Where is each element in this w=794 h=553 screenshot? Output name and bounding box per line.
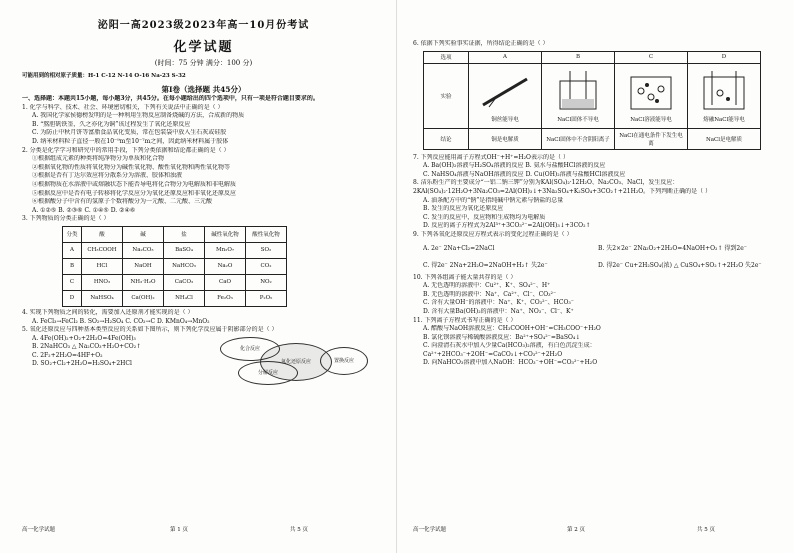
question-4 <box>22 309 385 326</box>
experiment-b <box>542 63 615 128</box>
table-cell: CO₂ <box>246 258 287 274</box>
q9-option-d: D. 得2e⁻ Cu+2H₂SO₄(浓) △ CuSO₄+SO₂↑+2H₂O 失2e⁻ <box>598 261 762 269</box>
table-header-cell: C <box>615 51 688 63</box>
q5-body <box>22 334 385 377</box>
q8-equation: 2KAl(SO₄)₂·12H₂O+3Na₂CO₃=2Al(OH)₃↓+3Na₂SO₄+K₂SO₄+3CO₂↑+21H₂O。下列判断正确的是（ ） <box>413 187 712 195</box>
table-row <box>63 258 287 274</box>
table-cell: C <box>63 274 82 290</box>
caption-b: NaCl固体不导电 <box>557 116 599 123</box>
table-cell: NO₂ <box>246 274 287 290</box>
conclusion-a: 铜是电解质 <box>469 128 542 149</box>
footer-page: 第 1 页 <box>170 527 188 533</box>
table-cell: NH₄Cl <box>164 290 205 306</box>
table-cell: A <box>63 242 82 258</box>
table-cell: D <box>63 290 82 306</box>
footer-page: 第 2 页 <box>567 527 585 533</box>
table-cell: Na₂O <box>205 258 246 274</box>
q3-stem: 3. 下列物质的分类正确的是（ ） <box>22 215 110 223</box>
question-5 <box>22 326 385 377</box>
table-cell: B <box>63 258 82 274</box>
table-header-cell: D <box>688 51 761 63</box>
table-header-cell: A <box>469 51 542 63</box>
q7-stem: 7. 下列反应能用离子方程式OH⁻+H⁺=H₂O表示的是（ ） <box>413 153 569 161</box>
beaker-solid-image <box>548 69 608 113</box>
table-header-row <box>63 226 287 242</box>
q2-item-5: ⑤根据反应中是否有电子转移将化学反应分为氧化还原反应和非氧化还原反应 <box>32 189 237 197</box>
q9-stem: 9. 下列各氧化还原反应方程式表示的变化过程正确的是（ ） <box>413 230 573 238</box>
table-cell: 结论 <box>424 128 469 149</box>
table-cell: NaOH <box>123 258 164 274</box>
conclusion-c: NaCl在通电条件下发生电离 <box>615 128 688 149</box>
subject-title: 化学试题 <box>173 40 234 55</box>
q11-option-b: B. 氯化钡溶液与稀硫酸溶液反应：Ba²⁺+SO₄²⁻=BaSO₄↓ <box>423 333 581 341</box>
q5-option-a: A. 4Fe(OH)₂+O₂+2H₂O=4Fe(OH)₃ <box>32 334 136 342</box>
q11-stem: 11. 下列离子方程式书写正确的是（ ） <box>413 316 517 324</box>
q11-option-c: C. 向澄清石灰水中加入少量Ca(HCO₃)₂溶液，有白色沉淀生成： <box>423 342 596 350</box>
q10-option-b: B. 无色透明的溶液中：Na⁺、Ca²⁺、Cl⁻、CO₃²⁻ <box>423 290 557 298</box>
q6-table <box>423 51 761 150</box>
footer-total: 共 5 页 <box>290 527 308 533</box>
caption-c: NaCl溶液能导电 <box>630 116 672 123</box>
copper-wire-image <box>475 69 535 113</box>
footer-name: 高一化学试题 <box>413 527 447 533</box>
table-header-cell: 分类 <box>63 226 82 242</box>
q8-option-b: B. 发生的反应为氧化还原反应 <box>423 205 504 213</box>
q2-item-1: ①根据组成元素的种类将纯净物分为单质和化合物 <box>32 155 165 163</box>
venn-combination: 化合反应 <box>220 337 280 361</box>
q5-option-d: D. SO₂+Cl₂+2H₂O=H₂SO₄+2HCl <box>32 360 132 368</box>
q11-option-a: A. 醋酸与NaOH溶液反应：CH₃COOH+OH⁻=CH₃COO⁻+H₂O <box>423 325 601 333</box>
table-cell: P₂O₅ <box>246 290 287 306</box>
exam-meta: (时间：75 分钟 满分：100 分) <box>154 59 253 67</box>
q1-stem: 1. 化学与科学、技术、社会、环境密切相关，下列有关说法中正确的是（ ） <box>22 103 224 111</box>
question-9 <box>413 231 780 274</box>
section-title: 第Ⅰ卷（选择题 共45分） <box>161 85 246 94</box>
table-cell: CaO <box>205 274 246 290</box>
q1-option-c: C. 为防止中秋月饼等富脂食品氧化变质，常在包装袋中放入生石灰或硅胶 <box>32 129 227 137</box>
table-cell: CH₃COOH <box>82 242 123 258</box>
venn-displacement: 置换反应 <box>320 347 368 375</box>
q2-item-6: ⑥根据酸分子中含有的氢原子个数将酸分为一元酸、二元酸、三元酸 <box>32 198 213 206</box>
venn-diagram <box>220 337 370 387</box>
table-cell: Na₂CO₃ <box>123 242 164 258</box>
beaker-solution-image <box>621 69 681 113</box>
q9-option-c: C. 得2e⁻ 2Na+2H₂O=2NaOH+H₂↑ 失2e⁻ <box>423 261 548 269</box>
table-cell: SO₂ <box>246 242 287 258</box>
conclusion-b: NaCl固体中不含阴阳离子 <box>542 128 615 149</box>
table-cell: HCl <box>82 258 123 274</box>
footer-name: 高一化学试题 <box>22 527 56 533</box>
conclusion-d: NaCl是电解质 <box>688 128 761 149</box>
table-header-row <box>424 51 761 63</box>
q8-stem: 8. 洁乐粉生产的主要成分“一铝二钠三钾”分别为KAl(SO₄)₂·12H₂O、Na₂CO₃、NaCl，发生反应： <box>413 179 679 187</box>
q2-item-2: ②根据氧化物的性质将氧化物分为碱性氧化物、酸性氧化物和两性氧化物等 <box>32 163 231 171</box>
experiment-c <box>615 63 688 128</box>
q4-options: A. FeCl₃→FeCl₂ B. SO₂→H₂SO₄ C. CO₂→C D. KMnO₄→MnO₂ <box>32 317 210 325</box>
table-cell: HNO₃ <box>82 274 123 290</box>
q5-option-c: C. 2F₂+2H₂O=4HF+O₂ <box>32 351 103 359</box>
question-7 <box>413 154 780 180</box>
table-cell: CaCO₃ <box>164 274 205 290</box>
q10-stem: 10. 下列各组离子能大量共存的是（ ） <box>413 273 517 281</box>
q10-option-a: A. 无色透明的溶液中：Cu²⁺、K⁺、SO₄²⁻、H⁺ <box>423 282 551 290</box>
q8-option-d: D. 反应的离子方程式为2Al³⁺+3CO₃²⁻=2Al(OH)₃↓+3CO₂↑ <box>423 222 591 230</box>
table-header-cell: 酸 <box>82 226 123 242</box>
table-header-cell: 盐 <box>164 226 205 242</box>
venn-decomposition: 分解反应 <box>238 361 298 385</box>
table-header-cell: 碱 <box>123 226 164 242</box>
question-1 <box>22 104 385 147</box>
q2-item-3: ③根据是否有丁达尔效应将分散系分为溶液、胶体和浊液 <box>32 172 183 180</box>
table-row <box>63 290 287 306</box>
q1-option-a: A. 我国化学家侯德榜发明的是一种利用生物反应制备烧碱的方法，合成新的物质 <box>32 112 245 120</box>
beaker-molten-image <box>694 69 754 113</box>
q7-options-cd: C. NaHSO₄溶液与NaOH溶液的反应 D. Cu(OH)₂溶液与盐酸HCl溶液反应 <box>423 170 626 178</box>
q2-stem: 2. 分类是化学学习和研究中的常用手段，下列分类依据和结论都正确的是（ ） <box>22 146 230 154</box>
table-header-cell: B <box>542 51 615 63</box>
question-8 <box>413 179 780 231</box>
q8-option-c: C. 发生的反应中，反应物和生成物均为电解质 <box>423 213 546 221</box>
q5-stem: 5. 氧化还原反应与四种基本类型反应的关系如下图所示，则下列化学反应属于阴影部分的是（ ） <box>22 326 278 334</box>
table-cell: Mn₂O₇ <box>205 242 246 258</box>
q7-options-ab: A. Ba(OH)₂溶液与H₂SO₄溶液的反应 B. 氨水与盐酸HCl溶液的反应 <box>423 162 606 170</box>
q9-options <box>413 240 780 274</box>
question-2 <box>22 147 385 216</box>
table-cell: NH₃·H₂O <box>123 274 164 290</box>
table-cell: NaHSO₄ <box>82 290 123 306</box>
q6-stem: 6. 依据下列实验事实证据，所得结论正确的是（ ） <box>413 40 549 47</box>
q5-option-b: B. 2NaHCO₃ △ Na₂CO₃+H₂O+CO₂↑ <box>32 343 142 351</box>
question-10 <box>413 274 780 317</box>
experiment-a <box>469 63 542 128</box>
question-11 <box>413 317 780 369</box>
experiment-d <box>688 63 761 128</box>
page-2 <box>397 0 794 553</box>
q1-option-b: B. “熬胆矾铁釜，久之亦化为铜”该过程发生了氧化还原反应 <box>32 120 191 128</box>
table-header-cell: 碱性氧化物 <box>205 226 246 242</box>
table-cell: NaHCO₃ <box>164 258 205 274</box>
table-row <box>424 128 761 149</box>
q2-options: A. ①②⑤ B. ②③⑥ C. ①④⑤ D. ②④⑥ <box>32 206 136 214</box>
q11-option-d: D. 向NaHCO₃溶液中加入NaOH：HCO₃⁻+OH⁻=CO₃²⁻+H₂O <box>423 359 598 367</box>
table-cell: BaSO₄ <box>164 242 205 258</box>
q1-option-d: D. 纳米材料粒子直径一般在10⁻⁹m至10⁻⁷m之间，因此纳米材料属于胶体 <box>32 137 229 145</box>
caption-d: 熔融NaCl能导电 <box>703 116 745 123</box>
q10-option-c: C. 含有大量OH⁻的溶液中：Na⁺、K⁺、CO₃²⁻、HCO₃⁻ <box>423 299 574 307</box>
venn-redox: 氧化还原反应 <box>260 343 332 381</box>
table-row <box>424 63 761 128</box>
table-cell: 实验 <box>424 63 469 128</box>
table-cell: Fe₂O₃ <box>205 290 246 306</box>
table-cell: Ca(OH)₂ <box>123 290 164 306</box>
q9-option-a: A. 2e⁻ 2Na+Cl₂=2NaCl <box>423 244 495 252</box>
instructions: 一、选择题：本题共15小题，每小题3分，共45分。在每小题给出的四个选项中，只有一项是符合题目要求的。 <box>22 95 319 102</box>
table-header-cell: 选项 <box>424 51 469 63</box>
q4-stem: 4. 实现下列物质之间的转化，需要加入还原剂才能实现的是（ ） <box>22 308 194 316</box>
atomic-masses: 可能用到的相对原子质量：H-1 C-12 N-14 O-16 Na-23 S-32 <box>22 73 186 79</box>
q9-option-b: B. 失2×2e⁻ 2Na₂O₂+2H₂O=4NaOH+O₂↑ 得到2e⁻ <box>598 244 747 252</box>
caption-a: 铜丝能导电 <box>491 116 519 123</box>
table-row <box>63 274 287 290</box>
table-row <box>63 242 287 258</box>
footer-total: 共 5 页 <box>697 527 715 533</box>
q10-option-d: D. 含有大量Ba(OH)₂的溶液中：Na⁺、NO₃⁻、Cl⁻、K⁺ <box>423 307 574 315</box>
table-header-cell: 酸性氧化物 <box>246 226 287 242</box>
q3-table <box>62 226 287 307</box>
q2-item-4: ④根据物质在水溶液中或熔融状态下能否导电将化合物分为电解质和非电解质 <box>32 180 237 188</box>
q8-option-a: A. 油条配方中的“钠”是指纯碱中钠元素与钠盐的总量 <box>423 196 564 204</box>
q11-option-c-equation: Ca²⁺+2HCO₃⁻+2OH⁻=CaCO₃↓+CO₃²⁻+2H₂O <box>423 350 563 358</box>
exam-title: 泌阳一高2023级2023年高一10月份考试 <box>97 20 310 31</box>
